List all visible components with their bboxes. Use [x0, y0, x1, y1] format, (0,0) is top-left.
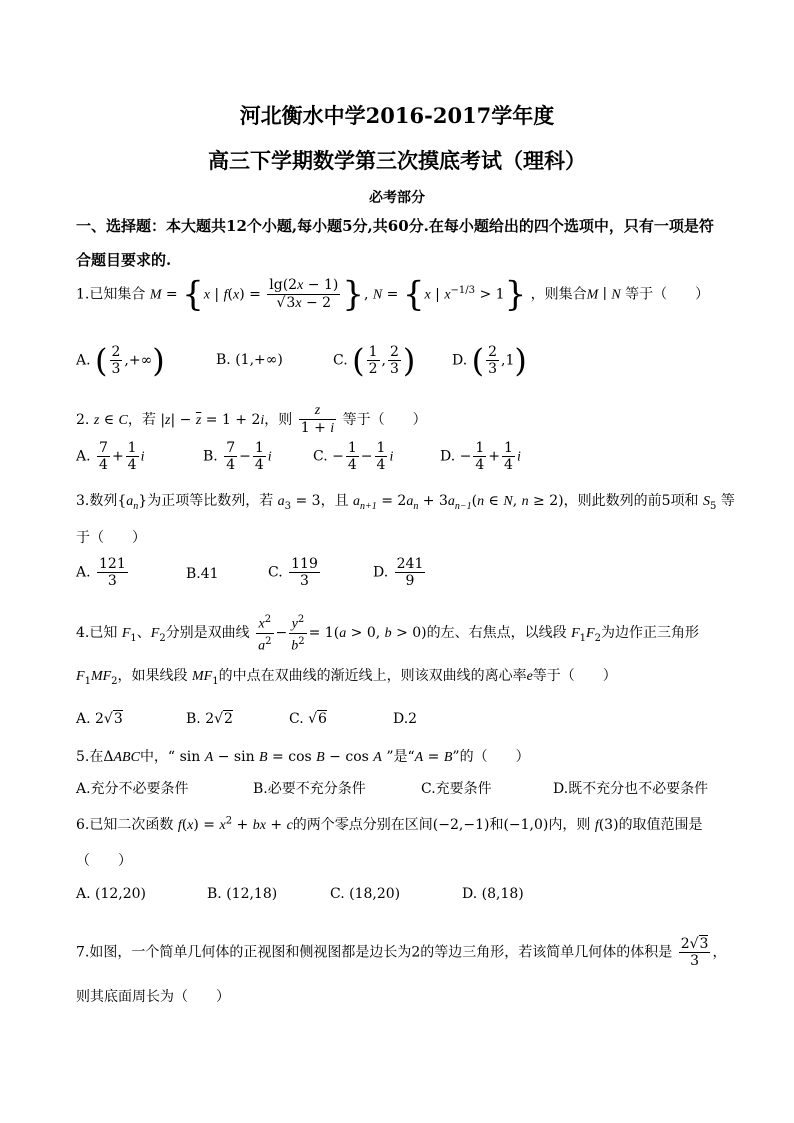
question-1: 1.已知集合 M = {x | f(x) = $\frac{\lg(2x - 1)}{√3x - 2}$ }, N = {x | $x^{-1/3} > 1$} ，则集合M ∣ N 等于（ ） [76, 274, 710, 315]
exam-title-line2: 高三下学期数学第三次摸底考试（理科） [208, 148, 586, 173]
section-heading: 一、选择题：本大题共12个小题,每小题5分,共60分.在每小题给出的四个选项中，只有一项是符合题目要求的. [76, 217, 714, 269]
q1-option-b[interactable]: B. (1,+∞) [216, 352, 283, 368]
q2-option-b[interactable]: B. $\frac{7}{4}$ − $\frac{1}{4}$ i [203, 440, 272, 473]
q1-option-d[interactable]: D. ( $\frac{2}{3}$ ,1) [452, 341, 527, 380]
q3-option-a[interactable]: A. $\frac{121}{3}$ [76, 556, 126, 589]
question-6-continued: （ ） [76, 853, 132, 869]
question-3-continued: 于（ ） [76, 530, 146, 546]
q3-option-c[interactable]: C. $\frac{119}{3}$ [268, 556, 318, 589]
question-2: 2. z ∈ C，若 $|z| - \overline{z} = 1 + 2i$，则 $\frac{z}{1 + i}$ 等于（ ） [76, 403, 427, 436]
q6-option-c[interactable]: C. (18,20) [330, 886, 401, 902]
question-5: 5.在ΔABC中，“ sin A − sin B = cos B − cos A ”是“A = B”的（ ） [76, 749, 530, 765]
exam-subtitle: 必考部分 [369, 190, 425, 206]
question-7: 7.如图，一个简单几何体的正视图和侧视图都是边长为2的等边三角形，若该简单几何体的体积是 $\frac{2√3}{3}$ ， [76, 936, 727, 969]
q5-option-c[interactable]: C.充要条件 [421, 781, 492, 797]
q4-option-b[interactable]: B. 2√2 [186, 711, 233, 727]
q5-option-b[interactable]: B.必要不充分条件 [253, 781, 366, 797]
q3-option-b[interactable]: B.41 [186, 566, 219, 582]
q5-option-a[interactable]: A.充分不必要条件 [76, 781, 189, 797]
q4-option-c[interactable]: C. √6 [289, 711, 327, 727]
q6-option-b[interactable]: B. (12,18) [207, 886, 278, 902]
exam-title-line1: 河北衡水中学2016-2017学年度 [239, 103, 555, 128]
question-6: 6.已知二次函数 $f(x) = x^2$ + bx + c的两个零点分别在区间(−2,−1)和(−1,0)内，则 f(3)的取值范围是 [76, 815, 703, 833]
q5-option-d[interactable]: D.既不充分也不必要条件 [553, 781, 709, 797]
q1-option-c[interactable]: C. ( $\frac{1}{2}$ , $\frac{2}{3}$ ) [333, 341, 416, 380]
q6-option-a[interactable]: A. (12,20) [76, 886, 147, 902]
q2-option-d[interactable]: D. − $\frac{1}{4}$ + $\frac{1}{4}$ i [440, 440, 521, 473]
q3-option-d[interactable]: D. $\frac{241}{9}$ [373, 556, 424, 589]
q1-option-a[interactable]: A. ( $\frac{2}{3}$ ,+∞) [76, 341, 165, 380]
question-4-continued: $F_1MF_2$，如果线段 $MF_1$的中点在双曲线的渐近线上，则该双曲线的离心率e等于（ ） [76, 668, 617, 687]
q6-option-d[interactable]: D. (8,18) [462, 886, 524, 902]
question-4: 4.已知 $F_1$、$F_2$分别是双曲线 $\frac{x^2}{a^2}$ − $\frac{y^2}{b^2}$ = 1(a > 0, b > 0)的左、右焦点，以线段 $F_1F_2$为边作正三角形 [76, 614, 699, 654]
q2-option-a[interactable]: A. $\frac{7}{4}$ + $\frac{1}{4}$ i [76, 440, 145, 473]
question-7-continued: 则其底面周长为（ ） [76, 989, 230, 1005]
q4-option-a[interactable]: A. 2√3 [76, 711, 123, 727]
q2-option-c[interactable]: C. − $\frac{1}{4}$ − $\frac{1}{4}$ i [313, 440, 394, 473]
question-3: 3.数列$\{a_n\}$为正项等比数列，若 $a_3 = 3$，且 $a_{n+1} = 2a_n + 3a_{n-1}(n$ ∈ N, n ≥ 2)，则此数列的前5项和 $S_5$ 等 [76, 493, 735, 512]
q4-option-d[interactable]: D.2 [393, 711, 418, 727]
